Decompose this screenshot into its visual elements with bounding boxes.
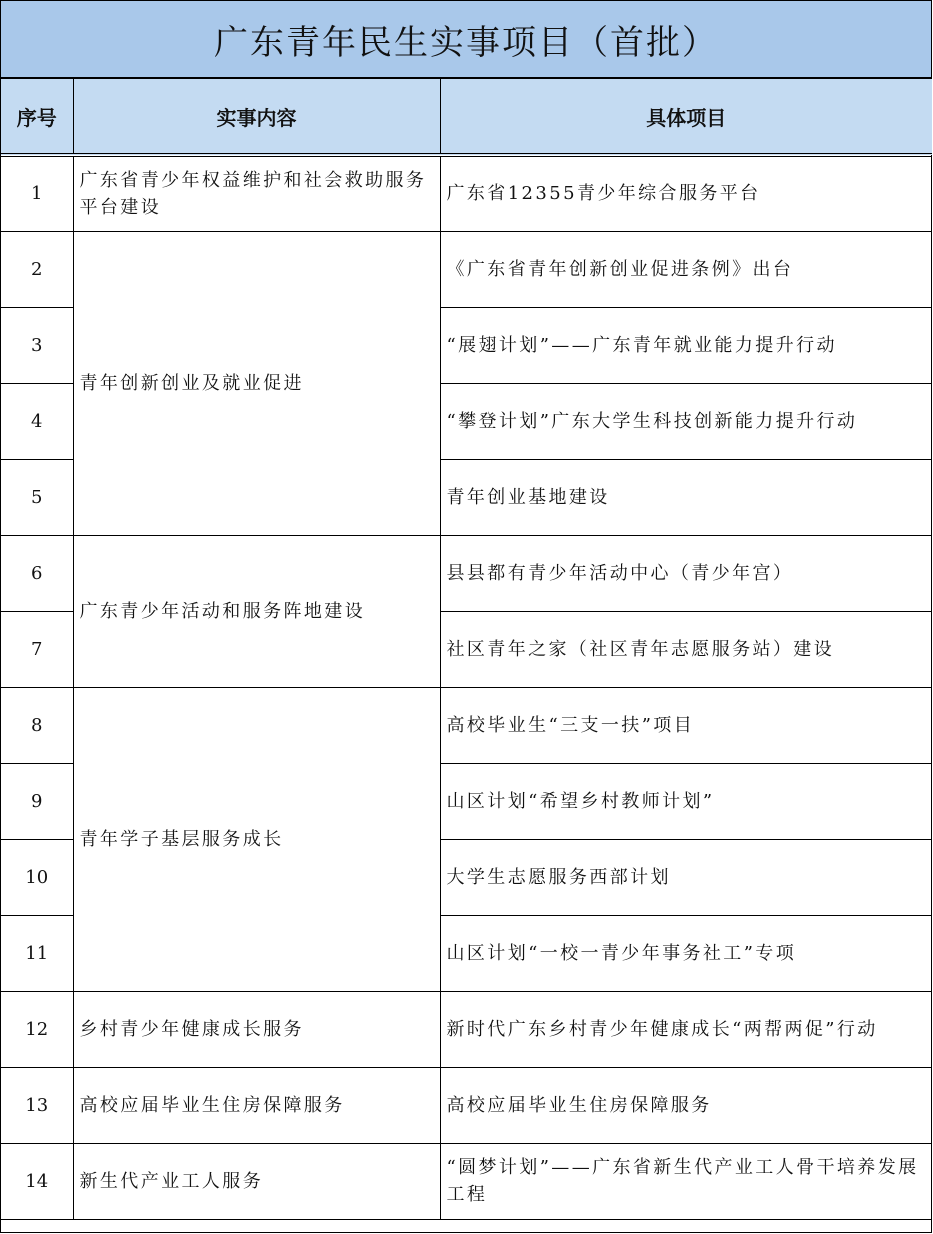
- row-index: 4: [1, 383, 73, 459]
- project-item-cell: 社区青年之家（社区青年志愿服务站）建设: [440, 611, 932, 687]
- row-index: 3: [1, 307, 73, 383]
- project-item-cell: 广东省12355青少年综合服务平台: [440, 155, 932, 231]
- table-header-row: [1, 79, 932, 156]
- task-content-cell: 广东青少年活动和服务阵地建设: [73, 535, 440, 687]
- row-index: 1: [1, 155, 73, 231]
- table-row: [1, 1143, 932, 1219]
- table-row: [1, 687, 932, 763]
- project-item-cell: “圆梦计划”——广东省新生代产业工人骨干培养发展工程: [440, 1143, 932, 1219]
- header-item: 具体项目: [440, 79, 932, 156]
- row-index: 9: [1, 763, 73, 839]
- project-item-cell: “展翅计划”——广东青年就业能力提升行动: [440, 307, 932, 383]
- row-index: 14: [1, 1143, 73, 1219]
- project-item-cell: 山区计划“希望乡村教师计划”: [440, 763, 932, 839]
- task-content-cell: 青年创新创业及就业促进: [73, 231, 440, 535]
- header-content: 实事内容: [73, 79, 440, 156]
- table-row: [1, 535, 932, 611]
- header-index: 序号: [1, 79, 73, 156]
- row-index: 7: [1, 611, 73, 687]
- task-content-cell: 乡村青少年健康成长服务: [73, 991, 440, 1067]
- project-item-cell: 高校毕业生“三支一扶”项目: [440, 687, 932, 763]
- project-item-cell: 新时代广东乡村青少年健康成长“两帮两促”行动: [440, 991, 932, 1067]
- task-content-cell: 广东省青少年权益维护和社会救助服务平台建设: [73, 155, 440, 231]
- table-body: [1, 155, 932, 1219]
- project-item-cell: 县县都有青少年活动中心（青少年宫）: [440, 535, 932, 611]
- row-index: 5: [1, 459, 73, 535]
- task-content-cell: 高校应届毕业生住房保障服务: [73, 1067, 440, 1143]
- project-item-cell: 高校应届毕业生住房保障服务: [440, 1067, 932, 1143]
- task-content-cell: 青年学子基层服务成长: [73, 687, 440, 991]
- project-item-cell: “攀登计划”广东大学生科技创新能力提升行动: [440, 383, 932, 459]
- row-index: 8: [1, 687, 73, 763]
- row-index: 6: [1, 535, 73, 611]
- table-row: [1, 231, 932, 307]
- project-item-cell: 青年创业基地建设: [440, 459, 932, 535]
- page-title: 广东青年民生实事项目（首批）: [1, 1, 931, 78]
- project-item-cell: 山区计划“一校一青少年事务社工”专项: [440, 915, 932, 991]
- row-index: 12: [1, 991, 73, 1067]
- table-row: [1, 991, 932, 1067]
- table-row: [1, 155, 932, 231]
- projects-table: [1, 78, 932, 1220]
- row-index: 11: [1, 915, 73, 991]
- row-index: 2: [1, 231, 73, 307]
- task-content-cell: 新生代产业工人服务: [73, 1143, 440, 1219]
- row-index: 13: [1, 1067, 73, 1143]
- row-index: 10: [1, 839, 73, 915]
- project-item-cell: 《广东省青年创新创业促进条例》出台: [440, 231, 932, 307]
- table-row: [1, 1067, 932, 1143]
- project-item-cell: 大学生志愿服务西部计划: [440, 839, 932, 915]
